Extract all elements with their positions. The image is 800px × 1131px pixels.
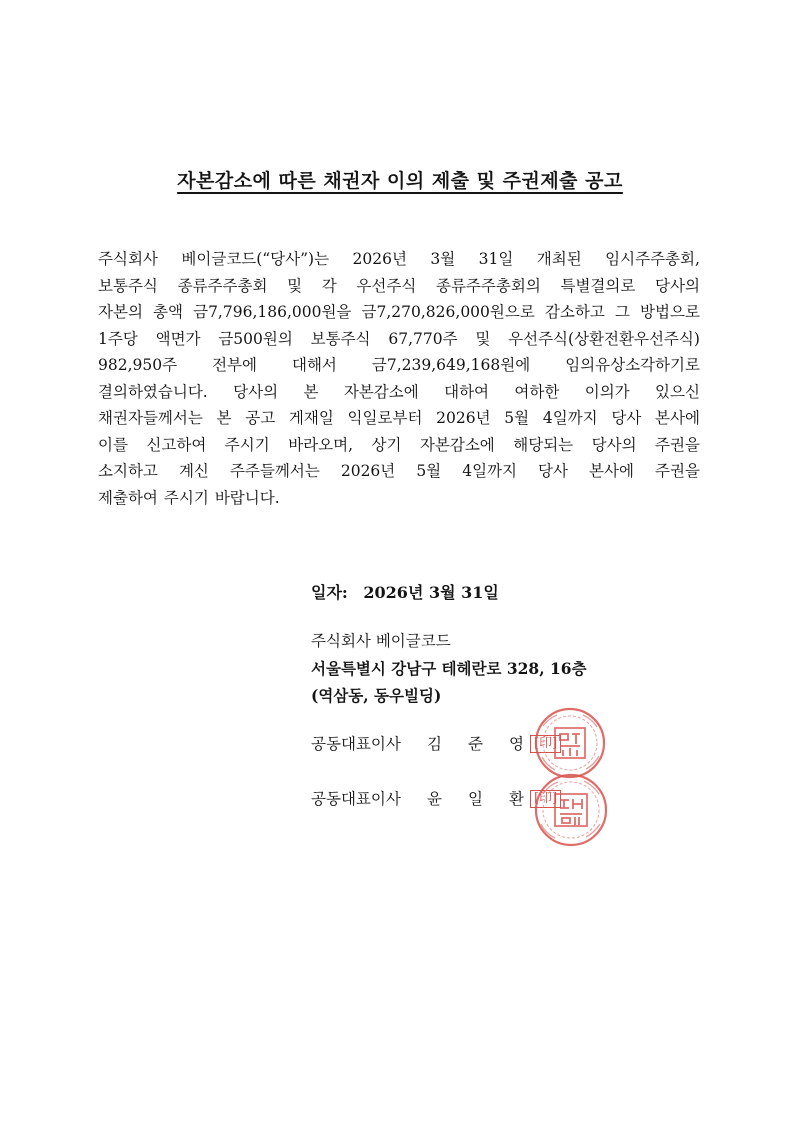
- seal-mark: [印]: [530, 790, 561, 808]
- body-word: 3월: [430, 250, 456, 268]
- body-line: [98, 246, 700, 273]
- body-word: 31일: [478, 250, 514, 268]
- notice-title: [0, 166, 800, 193]
- body-word: 개최된: [536, 250, 582, 268]
- body-word: 본: [303, 382, 319, 401]
- body-word: 이를: [98, 435, 128, 454]
- name-char: 일: [468, 790, 483, 808]
- body-word: 금500원의: [218, 329, 293, 348]
- body-word: 계신: [178, 462, 209, 480]
- body-word: 자본의: [98, 303, 143, 321]
- body-word: 5월: [504, 409, 530, 427]
- body-word: 본: [216, 409, 232, 427]
- body-word: 982,950주: [98, 356, 178, 374]
- body-word: 채권자들께서는: [98, 409, 203, 427]
- body-word: 결의하였습니다.: [98, 382, 208, 401]
- name-char: 영: [509, 735, 524, 753]
- body-word: 종류주주총회: [177, 276, 268, 295]
- company-block: [311, 628, 587, 709]
- body-word: 및: [475, 329, 491, 348]
- body-line: [98, 458, 700, 485]
- seal-mark: [印]: [530, 735, 561, 753]
- body-line: [98, 352, 700, 379]
- body-word: 67,770주: [388, 329, 458, 348]
- body-word: 바랍니다.: [214, 488, 280, 507]
- notice-body: [98, 246, 700, 511]
- company-seal-1-icon: [533, 706, 607, 780]
- body-word: 2026년: [352, 250, 407, 268]
- body-line: [98, 432, 700, 459]
- body-word: 금7,239,649,168원에: [371, 356, 531, 374]
- body-word: 및: [287, 276, 303, 295]
- body-word: 액면가: [155, 329, 201, 348]
- body-word: 보통주식: [310, 329, 371, 348]
- body-line: [98, 379, 700, 406]
- body-word: 소지하고: [98, 462, 158, 480]
- body-word: 우선주식(상환전환우선주식): [508, 329, 700, 348]
- body-word: 게재일: [288, 409, 334, 427]
- body-line: [98, 273, 700, 300]
- body-word: 제출하여: [98, 488, 158, 507]
- date-value: 2026년 3월 31일: [363, 583, 499, 602]
- body-word: 5월: [416, 462, 442, 480]
- body-word: 당사의: [233, 382, 279, 401]
- body-word: 본사에: [655, 409, 700, 427]
- body-word: 금7,270,826,000원으로: [361, 303, 535, 321]
- body-word: 바라오며,: [288, 435, 354, 454]
- date-label: 일자:: [311, 583, 348, 602]
- body-word: 주권을: [655, 462, 700, 480]
- body-word: 대하여: [444, 382, 490, 401]
- body-word: 신고하여: [146, 435, 207, 454]
- body-word: 총액: [153, 303, 183, 321]
- representative-title: 공동대표이사: [311, 790, 401, 808]
- name-char: 윤: [427, 790, 442, 808]
- name-char: 김: [427, 735, 442, 753]
- body-word: 임의유상소각하기로: [565, 356, 700, 374]
- body-word: 공고: [245, 409, 276, 427]
- body-word: 2026년: [436, 409, 491, 427]
- representative-2: [311, 786, 561, 812]
- body-word: 4일까지: [462, 462, 517, 480]
- body-word: 임시주주총회,: [605, 250, 700, 268]
- body-word: 자본감소에: [343, 382, 419, 401]
- company-seal-2-icon: [533, 772, 609, 848]
- body-word: 익일로부터: [347, 409, 423, 427]
- body-word: 주주들께서는: [229, 462, 320, 480]
- body-line: [98, 485, 700, 512]
- body-word: 자본감소에: [419, 435, 495, 454]
- body-word: 대해서: [291, 356, 337, 374]
- body-word: 특별결의로: [560, 276, 636, 295]
- body-line: [98, 326, 700, 353]
- body-word: 주식회사: [98, 250, 158, 268]
- company-name: 주식회사 베이글코드: [311, 632, 451, 650]
- company-address-line2: (역삼동, 동우빌딩): [311, 686, 442, 705]
- body-word: 당사의: [591, 435, 637, 454]
- body-word: 우선주식: [356, 276, 417, 295]
- date-line: [311, 580, 499, 603]
- body-word: 주시기: [163, 488, 209, 507]
- body-word: 여하한: [514, 382, 560, 401]
- body-line: [98, 299, 700, 326]
- body-word: 2026년: [340, 462, 396, 480]
- body-word: 당사: [538, 462, 568, 480]
- body-word: 해당되는: [513, 435, 574, 454]
- body-word: 4일까지: [542, 409, 598, 427]
- body-word: 그: [614, 303, 630, 321]
- body-word: 있으신: [655, 382, 700, 401]
- representative-1: [311, 731, 561, 757]
- body-word: 주권을: [655, 435, 700, 454]
- body-word: 감소하고: [544, 303, 605, 321]
- body-word: 1주당: [98, 329, 138, 348]
- body-line: [98, 405, 700, 432]
- body-word: 주시기: [224, 435, 270, 454]
- body-word: 보통주식: [98, 276, 158, 295]
- body-word: 당사: [611, 409, 642, 427]
- notice-title-text: 자본감소에 따른 채권자 이의 제출 및 주권제출 공고: [177, 170, 623, 192]
- representative-title: 공동대표이사: [311, 735, 401, 753]
- body-word: 종류주주총회의: [435, 276, 541, 295]
- body-word: 각: [321, 276, 337, 295]
- body-word: 베이글코드(“당사”)는: [181, 250, 330, 268]
- company-address-line1: 서울특별시 강남구 테헤란로 328, 16층: [311, 659, 587, 678]
- body-word: 상기: [371, 435, 402, 454]
- name-char: 준: [468, 735, 483, 753]
- body-word: 당사의: [655, 276, 700, 295]
- body-word: 이의가: [584, 382, 630, 401]
- name-char: 환: [509, 790, 524, 808]
- body-word: 금7,796,186,000원을: [193, 303, 352, 321]
- body-word: 방법으로: [640, 303, 700, 321]
- body-word: 전부에: [212, 356, 257, 374]
- body-word: 본사에: [589, 462, 634, 480]
